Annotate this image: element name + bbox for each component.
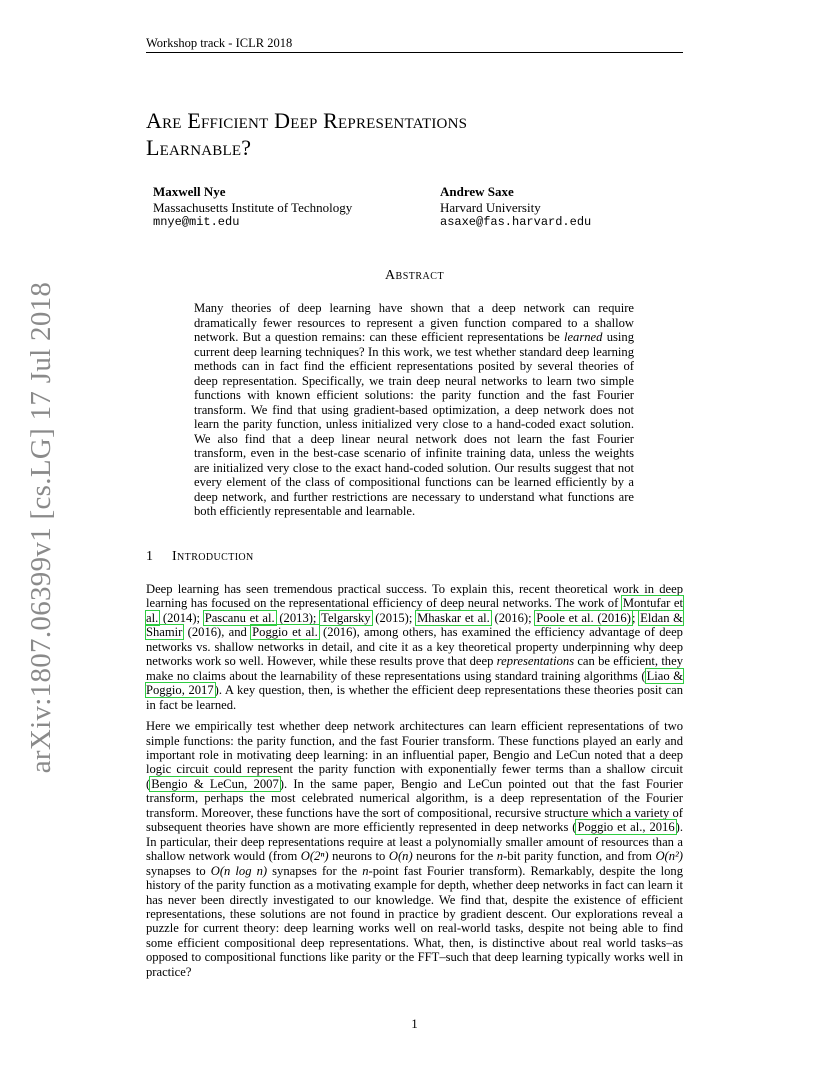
citation-link[interactable]: Mhaskar et al. xyxy=(417,610,490,625)
body-text: (2014); xyxy=(159,610,204,625)
arxiv-id-text: arXiv:1807.06399v1 [cs.LG] 17 Jul 2018 xyxy=(25,281,58,774)
math-expression: O(n log n) xyxy=(210,863,268,878)
math-expression: O(n²) xyxy=(655,849,683,864)
abstract-text: Many theories of deep learning have shown that a deep network can require dramatically fewer resources to represent a given function compared to a shallow network. But a question remains: can these efficient representations be xyxy=(194,301,634,344)
citation-link[interactable]: Poole et al. (2016) xyxy=(536,610,631,625)
emphasis-text: representations xyxy=(496,654,575,669)
math-expression: O(n) xyxy=(388,849,413,864)
page-number: 1 xyxy=(411,1016,418,1031)
body-text: Here we empirically test whether deep network architectures can learn efficient representations of two simple functions: the parity function, and the fast Fourier transform. These functions played an early and important role in motivating deep learning: in an influential paper, Bengio and LeCun noted that a deep logic circuit could represent the parity function with exponentially fewer terms than a shallow circuit ( xyxy=(146,719,683,791)
body-text: neurons to xyxy=(328,849,389,864)
citation-link[interactable]: Montufar et al. xyxy=(146,596,683,625)
header-rule xyxy=(146,52,683,53)
body-text: (2016), and xyxy=(183,625,252,640)
paragraph-1 xyxy=(146,582,683,712)
author-email[interactable]: mnye@mit.edu xyxy=(153,215,240,229)
author-affiliation: Harvard University xyxy=(440,199,541,215)
citation-link[interactable]: Eldan & Shamir xyxy=(146,610,683,640)
citation-link[interactable]: Poggio et al. xyxy=(252,625,318,640)
author-block-1 xyxy=(153,184,352,231)
abstract-body xyxy=(194,301,634,519)
abstract-emphasis: learned xyxy=(563,330,603,344)
body-text: -point fast Fourier transform). Remarkably, despite the long history of the parity function as a motivating example for depth, whether deep networks in fact can learn it has never been directly investigated to our knowledge. We find that, despite the existence of efficient representations, these solutions are not found in practice by gradient descent. Our explorations reveal a puzzle for current theory: deep learning works well on real-world tasks, despite not being able to find some efficient compositional deep representations. What, then, is distinctive about real world tasks–as opposed to compositional functions like parity or the FFT–such that deep learning typically works well in practice? xyxy=(146,863,684,979)
citation-link[interactable]: Pascanu et al. xyxy=(204,610,275,625)
author-name: Andrew Saxe xyxy=(440,184,514,199)
body-text: ). A key question, then, is whether the efficient deep representations these theories posit can in fact be learned. xyxy=(146,683,683,712)
arxiv-identifier-stamp xyxy=(20,281,64,774)
citation-link[interactable]: Poggio et al., 2016 xyxy=(577,820,675,835)
abstract-heading: Abstract xyxy=(384,268,445,283)
citation-link[interactable]: Liao & Poggio, 2017 xyxy=(146,668,683,698)
introduction-body xyxy=(146,582,683,986)
body-text: (2016), among others, has examined the efficiency advantage of deep networks vs. shallow networks in detail, and cite it as a key theoretical property underpinning why deep networks work so well. However, while these results prove that deep xyxy=(146,625,683,669)
body-text: can be efficient, they make no claims about the learnability of these representations using standard training algorithms ( xyxy=(146,654,683,683)
section-number: 1 xyxy=(146,549,154,564)
title-line-1: Are Efficient Deep Representations xyxy=(146,108,468,133)
math-expression: n xyxy=(362,863,369,878)
paragraph-2 xyxy=(146,719,683,979)
abstract-text: using current deep learning techniques? In this work, we test whether standard deep learning methods can in fact find the efficient representations posited by several theories of deep representation. Specifically, we train deep neural networks to learn two simple functions with known efficient solutions: the parity function and the fast Fourier transform. We find that using gradient-based optimization, a deep network does not learn the parity function, unless initialized very close to a hand-coded exact solution. We also find that a deep linear neural network does not learn the fast Fourier transform, even in the best-case scenario of infinite training data, unless the weights are initialized very close to the exact hand-coded solution. Our results suggest that not every element of the class of compositional functions can be learned efficiently by a deep network, and further restrictions are necessary to understand what functions are both efficiently representable and learnable. xyxy=(194,330,634,518)
math-expression: O(2ⁿ) xyxy=(300,849,329,864)
body-text: Deep learning has seen tremendous practical success. To explain this, recent theoretical work in deep learning has focused on the representational efficiency of deep neural networks. The work of xyxy=(146,582,683,611)
body-text: (2013); xyxy=(275,610,321,625)
body-text: (2016); xyxy=(490,610,536,625)
author-affiliation: Massachusetts Institute of Technology xyxy=(153,199,353,215)
body-text: -bit parity function, and from xyxy=(503,849,656,864)
paper-title xyxy=(146,107,683,161)
author-name: Maxwell Nye xyxy=(153,184,226,199)
author-email[interactable]: asaxe@fas.harvard.edu xyxy=(440,215,592,229)
body-text: ). In the same paper, Bengio and LeCun pointed out that the fast Fourier transform, perhaps the most celebrated numerical algorithm, is a deep representation of the Fourier transform. Moreover, these functions have the sort of compositional, recursive structure which a variety of subsequent theories have shown are more efficiently represented in deep networks ( xyxy=(146,776,684,835)
body-text: synapses for the xyxy=(267,863,363,878)
body-text: ; xyxy=(631,610,640,625)
section-title: Introduction xyxy=(172,549,254,564)
author-block-2 xyxy=(440,184,591,231)
body-text: synapses to xyxy=(146,863,211,878)
citation-link[interactable]: Bengio & LeCun, 2007 xyxy=(151,776,279,791)
math-expression: n xyxy=(496,849,504,864)
title-line-2: Learnable? xyxy=(146,135,252,160)
section-heading-introduction xyxy=(146,549,683,565)
body-text: neurons for the xyxy=(412,849,497,864)
body-text: ). In particular, their deep representations require at least a polynomially smaller amount of resources than a shallow network would (from xyxy=(146,820,683,864)
running-head: Workshop track - ICLR 2018 xyxy=(146,36,293,50)
body-text: (2015); xyxy=(371,610,417,625)
citation-link[interactable]: Telgarsky xyxy=(321,610,371,625)
